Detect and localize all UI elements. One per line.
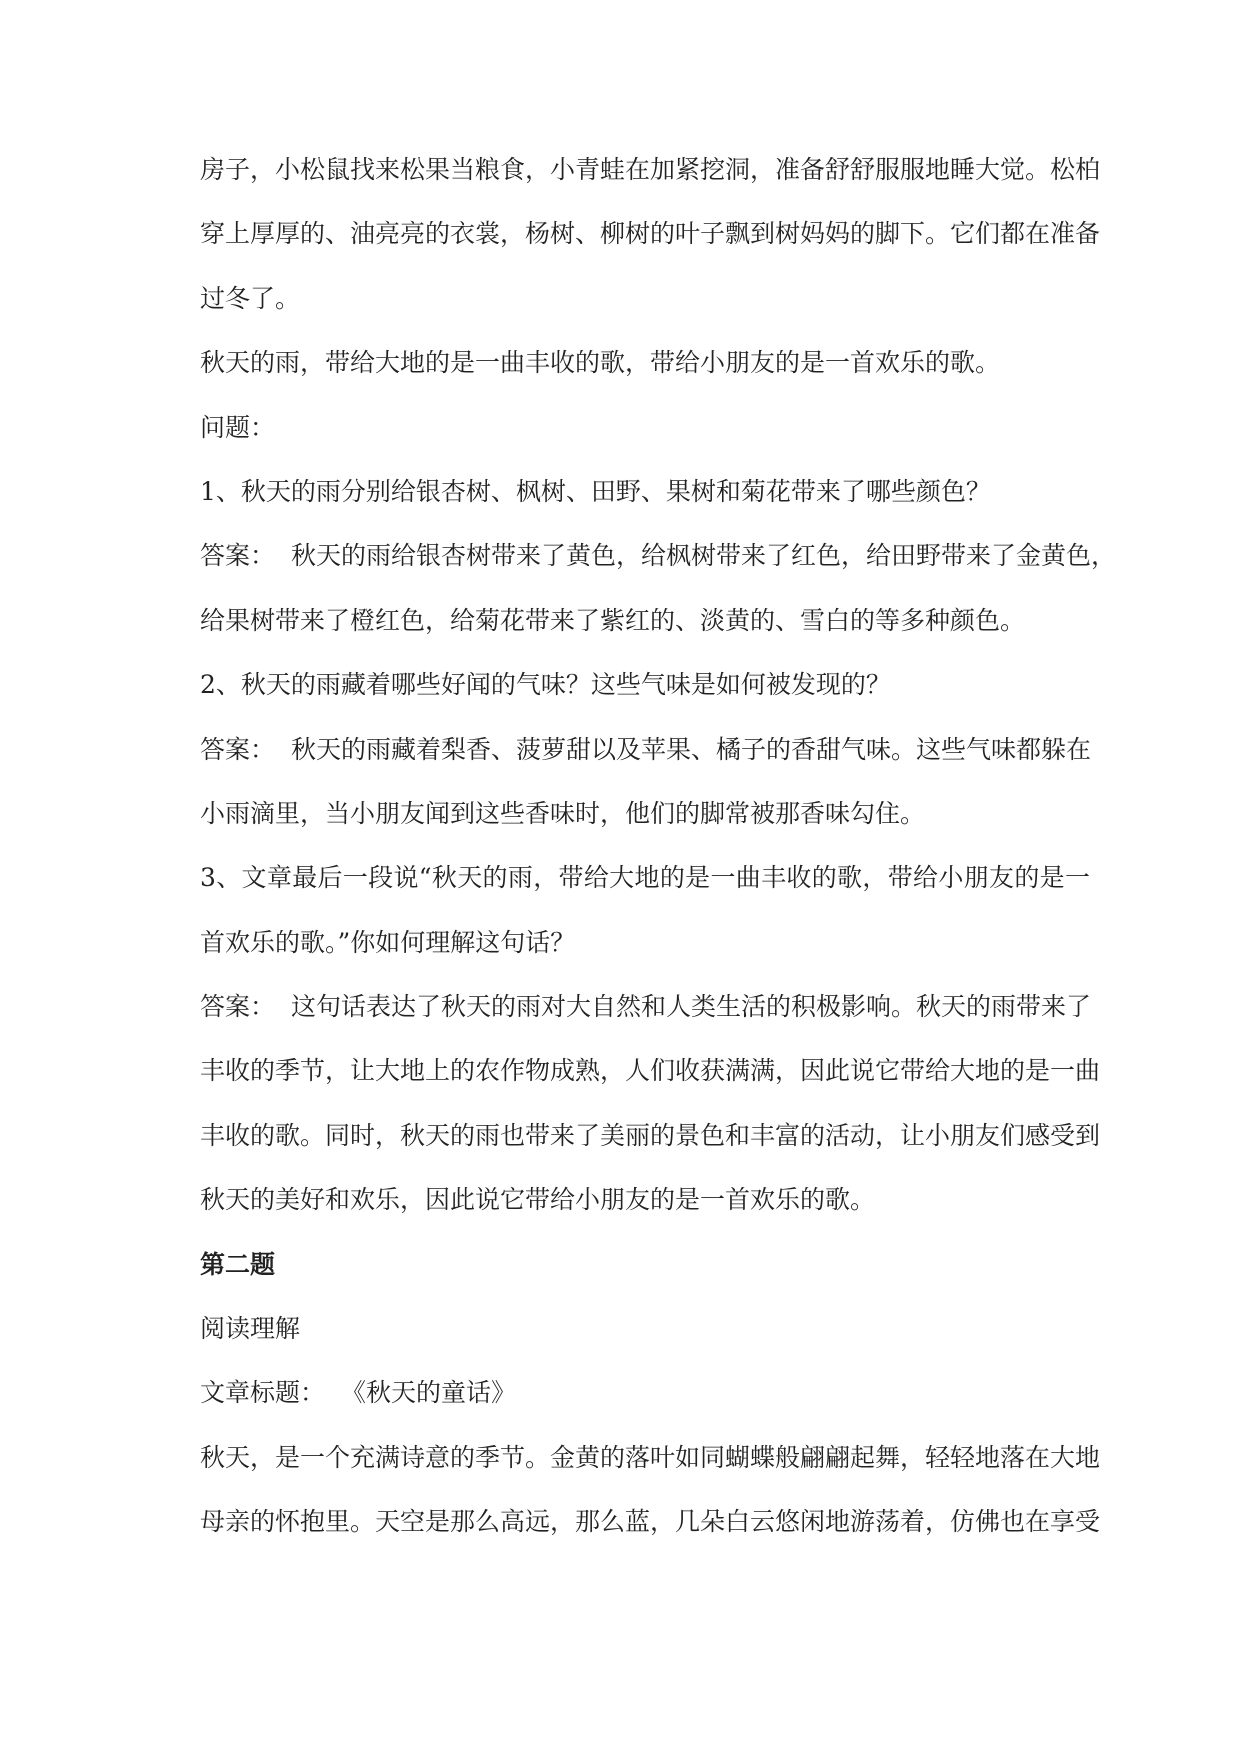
paragraph-1-line-3: 过冬了。 [200, 283, 301, 313]
paragraph-1-line-1: 房子，小松鼠找来松果当粮食，小青蛙在加紧挖洞，准备舒舒服服地睡大觉。松柏 [200, 155, 1101, 184]
answer-3-line-2: 丰收的季节，让大地上的农作物成熟，人们收获满满，因此说它带给大地的是一曲 [200, 1056, 1101, 1086]
answer-3-line-4: 秋天的美好和欢乐，因此说它带给小朋友的是一首欢乐的歌。 [200, 1185, 876, 1215]
article-title: 《秋天的童话》 [341, 1378, 517, 1408]
answer-2-text-1: 秋天的雨藏着梨香、菠萝甜以及苹果、橘子的香甜气味。这些气味都躲在 [291, 734, 1092, 764]
article-body-line-1: 秋天，是一个充满诗意的季节。金黄的落叶如同蝴蝶般翩翩起舞，轻轻地落在大地 [200, 1442, 1101, 1472]
answer-label: 答案： [200, 992, 276, 1022]
answer-2-line-1 [200, 730, 1090, 794]
section-2-heading: 第二题 [200, 1249, 276, 1279]
answer-2-line-2: 小雨滴里，当小朋友闻到这些香味时，他们的脚常被那香味勾住。 [200, 798, 926, 828]
question-1: 1、秋天的雨分别给银杏树、枫树、田野、果树和菊花带来了哪些颜色？ [200, 476, 991, 506]
question-3-line-2: 首欢乐的歌。”你如何理解这句话？ [200, 927, 576, 957]
section-2-subheading: 阅读理解 [200, 1314, 301, 1344]
article-title-line [200, 1373, 1090, 1437]
answer-1-line-2: 给果树带来了橙红色，给菊花带来了紫红的、淡黄的、雪白的等多种颜色。 [200, 605, 1026, 635]
answer-3-line-1 [200, 987, 1090, 1051]
article-title-label: 文章标题： [200, 1378, 326, 1408]
question-3-line-1: 3、文章最后一段说“秋天的雨，带给大地的是一曲丰收的歌，带给小朋友的是一 [200, 863, 1090, 893]
question-2: 2、秋天的雨藏着哪些好闻的气味？这些气味是如何被发现的？ [200, 670, 891, 700]
answer-3-line-3: 丰收的歌。同时，秋天的雨也带来了美丽的景色和丰富的活动，让小朋友们感受到 [200, 1120, 1101, 1150]
answer-1-line-1 [200, 536, 1117, 600]
article-body-line-2: 母亲的怀抱里。天空是那么高远，那么蓝，几朵白云悠闲地游荡着，仿佛也在享受 [200, 1507, 1101, 1537]
document-body [200, 150, 1117, 1567]
answer-3-text-1: 这句话表达了秋天的雨对大自然和人类生活的积极影响。秋天的雨带来了 [291, 992, 1092, 1022]
paragraph-1-line-2: 穿上厚厚的、油亮亮的衣裳，杨树、柳树的叶子飘到树妈妈的脚下。它们都在准备 [200, 219, 1101, 249]
answer-label: 答案： [200, 541, 276, 571]
answer-1-text-1: 秋天的雨给银杏树带来了黄色，给枫树带来了红色，给田野带来了金黄色， [291, 541, 1117, 571]
paragraph-2: 秋天的雨，带给大地的是一曲丰收的歌，带给小朋友的是一首欢乐的歌。 [200, 348, 1001, 378]
answer-label: 答案： [200, 734, 276, 764]
questions-heading: 问题： [200, 412, 276, 442]
